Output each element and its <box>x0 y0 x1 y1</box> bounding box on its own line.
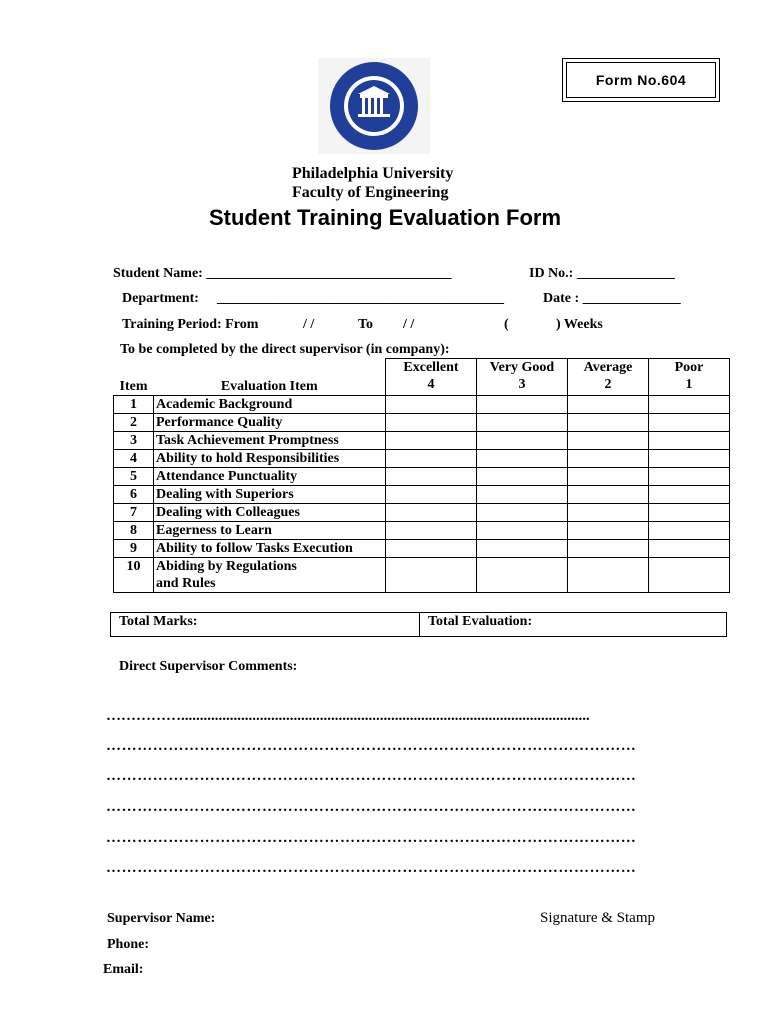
table-header-row <box>114 359 730 396</box>
date-field[interactable]: Date : ______________ <box>543 291 681 306</box>
table-row <box>114 504 730 522</box>
average-label: Average <box>583 360 633 375</box>
comment-line-6[interactable]: ………………………………………………………………………………………… <box>106 860 637 876</box>
student-name-field[interactable]: Student Name: ___________________________________ <box>113 266 452 281</box>
supervisor-name-field[interactable]: Supervisor Name: <box>107 911 216 926</box>
phone-field[interactable]: Phone: <box>107 937 149 952</box>
to-label: To <box>358 317 374 332</box>
item-number: 8 <box>114 522 154 540</box>
rating-cell-excellent[interactable] <box>386 522 477 540</box>
totals-box <box>110 612 727 637</box>
rating-cell-very-good[interactable] <box>477 396 568 414</box>
comment-line-4[interactable]: ………………………………………………………………………………………… <box>106 799 637 815</box>
comment-line-3[interactable]: ………………………………………………………………………………………… <box>106 768 637 784</box>
rating-cell-poor[interactable] <box>649 558 730 593</box>
item-label: Performance Quality <box>154 414 386 432</box>
excellent-label: Excellent <box>403 360 459 375</box>
rating-cell-excellent[interactable] <box>386 504 477 522</box>
rating-cell-poor[interactable] <box>649 504 730 522</box>
item-label: Academic Background <box>154 396 386 414</box>
excellent-header <box>386 359 477 396</box>
item-label: Attendance Punctuality <box>154 468 386 486</box>
comment-line-5[interactable]: ………………………………………………………………………………………… <box>106 830 637 846</box>
rating-cell-very-good[interactable] <box>477 450 568 468</box>
rating-cell-average[interactable] <box>568 468 649 486</box>
rating-cell-poor[interactable] <box>649 468 730 486</box>
item-label-line2: and Rules <box>156 576 216 591</box>
rating-cell-average[interactable] <box>568 414 649 432</box>
item-label: Ability to follow Tasks Execution <box>154 540 386 558</box>
rating-cell-poor[interactable] <box>649 414 730 432</box>
rating-cell-average[interactable] <box>568 450 649 468</box>
very-good-header <box>477 359 568 396</box>
item-number: 5 <box>114 468 154 486</box>
rating-cell-average[interactable] <box>568 522 649 540</box>
rating-cell-average[interactable] <box>568 540 649 558</box>
rating-cell-excellent[interactable] <box>386 540 477 558</box>
table-row <box>114 396 730 414</box>
rating-cell-average[interactable] <box>568 504 649 522</box>
item-label <box>154 558 386 593</box>
evaluation-table <box>113 358 730 593</box>
to-date-field[interactable]: / / <box>403 317 415 332</box>
institution-block <box>292 164 453 202</box>
item-label: Task Achievement Promptness <box>154 432 386 450</box>
rating-cell-very-good[interactable] <box>477 432 568 450</box>
table-row <box>114 432 730 450</box>
rating-cell-average[interactable] <box>568 432 649 450</box>
rating-cell-average[interactable] <box>568 396 649 414</box>
department-field[interactable]: _________________________________________ <box>217 291 504 306</box>
average-header <box>568 359 649 396</box>
rating-cell-excellent[interactable] <box>386 486 477 504</box>
weeks-open-paren: ( <box>504 317 509 332</box>
item-number: 2 <box>114 414 154 432</box>
rating-cell-very-good[interactable] <box>477 540 568 558</box>
email-field[interactable]: Email: <box>103 962 144 977</box>
excellent-score: 4 <box>427 377 435 392</box>
rating-cell-excellent[interactable] <box>386 414 477 432</box>
rating-cell-very-good[interactable] <box>477 414 568 432</box>
rating-cell-average[interactable] <box>568 558 649 593</box>
table-row <box>114 558 730 593</box>
rating-cell-poor[interactable] <box>649 540 730 558</box>
comment-line-2[interactable]: ………………………………………………………………………………………… <box>106 738 637 754</box>
form-number-box <box>566 62 716 98</box>
comment-line-1[interactable]: ……………............................................................................................................. <box>106 708 590 724</box>
rating-cell-excellent[interactable] <box>386 468 477 486</box>
evaluation-item-header: Evaluation Item <box>154 359 386 396</box>
rating-cell-very-good[interactable] <box>477 504 568 522</box>
very-good-label: Very Good <box>489 360 555 375</box>
id-field[interactable]: ID No.: ______________ <box>529 266 675 281</box>
form-number: Form No.604 <box>595 72 687 88</box>
instruction-text: To be completed by the direct supervisor (in company): <box>120 342 450 357</box>
rating-cell-poor[interactable] <box>649 486 730 504</box>
table-row <box>114 486 730 504</box>
item-number: 3 <box>114 432 154 450</box>
item-number: 1 <box>114 396 154 414</box>
rating-cell-very-good[interactable] <box>477 558 568 593</box>
item-label-line1: Abiding by Regulations <box>156 559 297 574</box>
university-logo <box>318 58 430 154</box>
very-good-score: 3 <box>518 377 526 392</box>
poor-score: 1 <box>685 377 693 392</box>
rating-cell-poor[interactable] <box>649 432 730 450</box>
rating-cell-excellent[interactable] <box>386 396 477 414</box>
table-row <box>114 522 730 540</box>
item-number: 4 <box>114 450 154 468</box>
poor-label: Poor <box>674 360 704 375</box>
table-row <box>114 468 730 486</box>
item-number: 6 <box>114 486 154 504</box>
poor-header <box>649 359 730 396</box>
from-date-field[interactable]: / / <box>303 317 315 332</box>
training-period-label: Training Period: From <box>122 317 259 332</box>
rating-cell-poor[interactable] <box>649 522 730 540</box>
rating-cell-poor[interactable] <box>649 396 730 414</box>
comments-label: Direct Supervisor Comments: <box>119 659 298 674</box>
rating-cell-average[interactable] <box>568 486 649 504</box>
item-number: 7 <box>114 504 154 522</box>
item-header: Item <box>114 359 154 396</box>
rating-cell-excellent[interactable] <box>386 558 477 593</box>
form-title: Student Training Evaluation Form <box>208 205 562 230</box>
item-number: 9 <box>114 540 154 558</box>
department-label: Department: <box>122 291 199 306</box>
rating-cell-excellent[interactable] <box>386 432 477 450</box>
item-label: Ability to hold Responsibilities <box>154 450 386 468</box>
item-label: Dealing with Colleagues <box>154 504 386 522</box>
total-evaluation-field[interactable]: Total Evaluation: <box>428 614 533 629</box>
weeks-label: ) Weeks <box>556 317 603 332</box>
university-name: Philadelphia University <box>292 165 454 182</box>
table-row <box>114 414 730 432</box>
table-row <box>114 450 730 468</box>
rating-cell-poor[interactable] <box>649 450 730 468</box>
signature-stamp-label: Signature & Stamp <box>540 910 655 926</box>
faculty-name: Faculty of Engineering <box>292 184 449 201</box>
rating-cell-very-good[interactable] <box>477 468 568 486</box>
table-row <box>114 540 730 558</box>
average-score: 2 <box>604 377 612 392</box>
item-label: Dealing with Superiors <box>154 486 386 504</box>
rating-cell-very-good[interactable] <box>477 522 568 540</box>
item-number: 10 <box>114 558 154 593</box>
item-label: Eagerness to Learn <box>154 522 386 540</box>
rating-cell-very-good[interactable] <box>477 486 568 504</box>
total-marks-field[interactable]: Total Marks: <box>111 613 420 636</box>
rating-cell-excellent[interactable] <box>386 450 477 468</box>
